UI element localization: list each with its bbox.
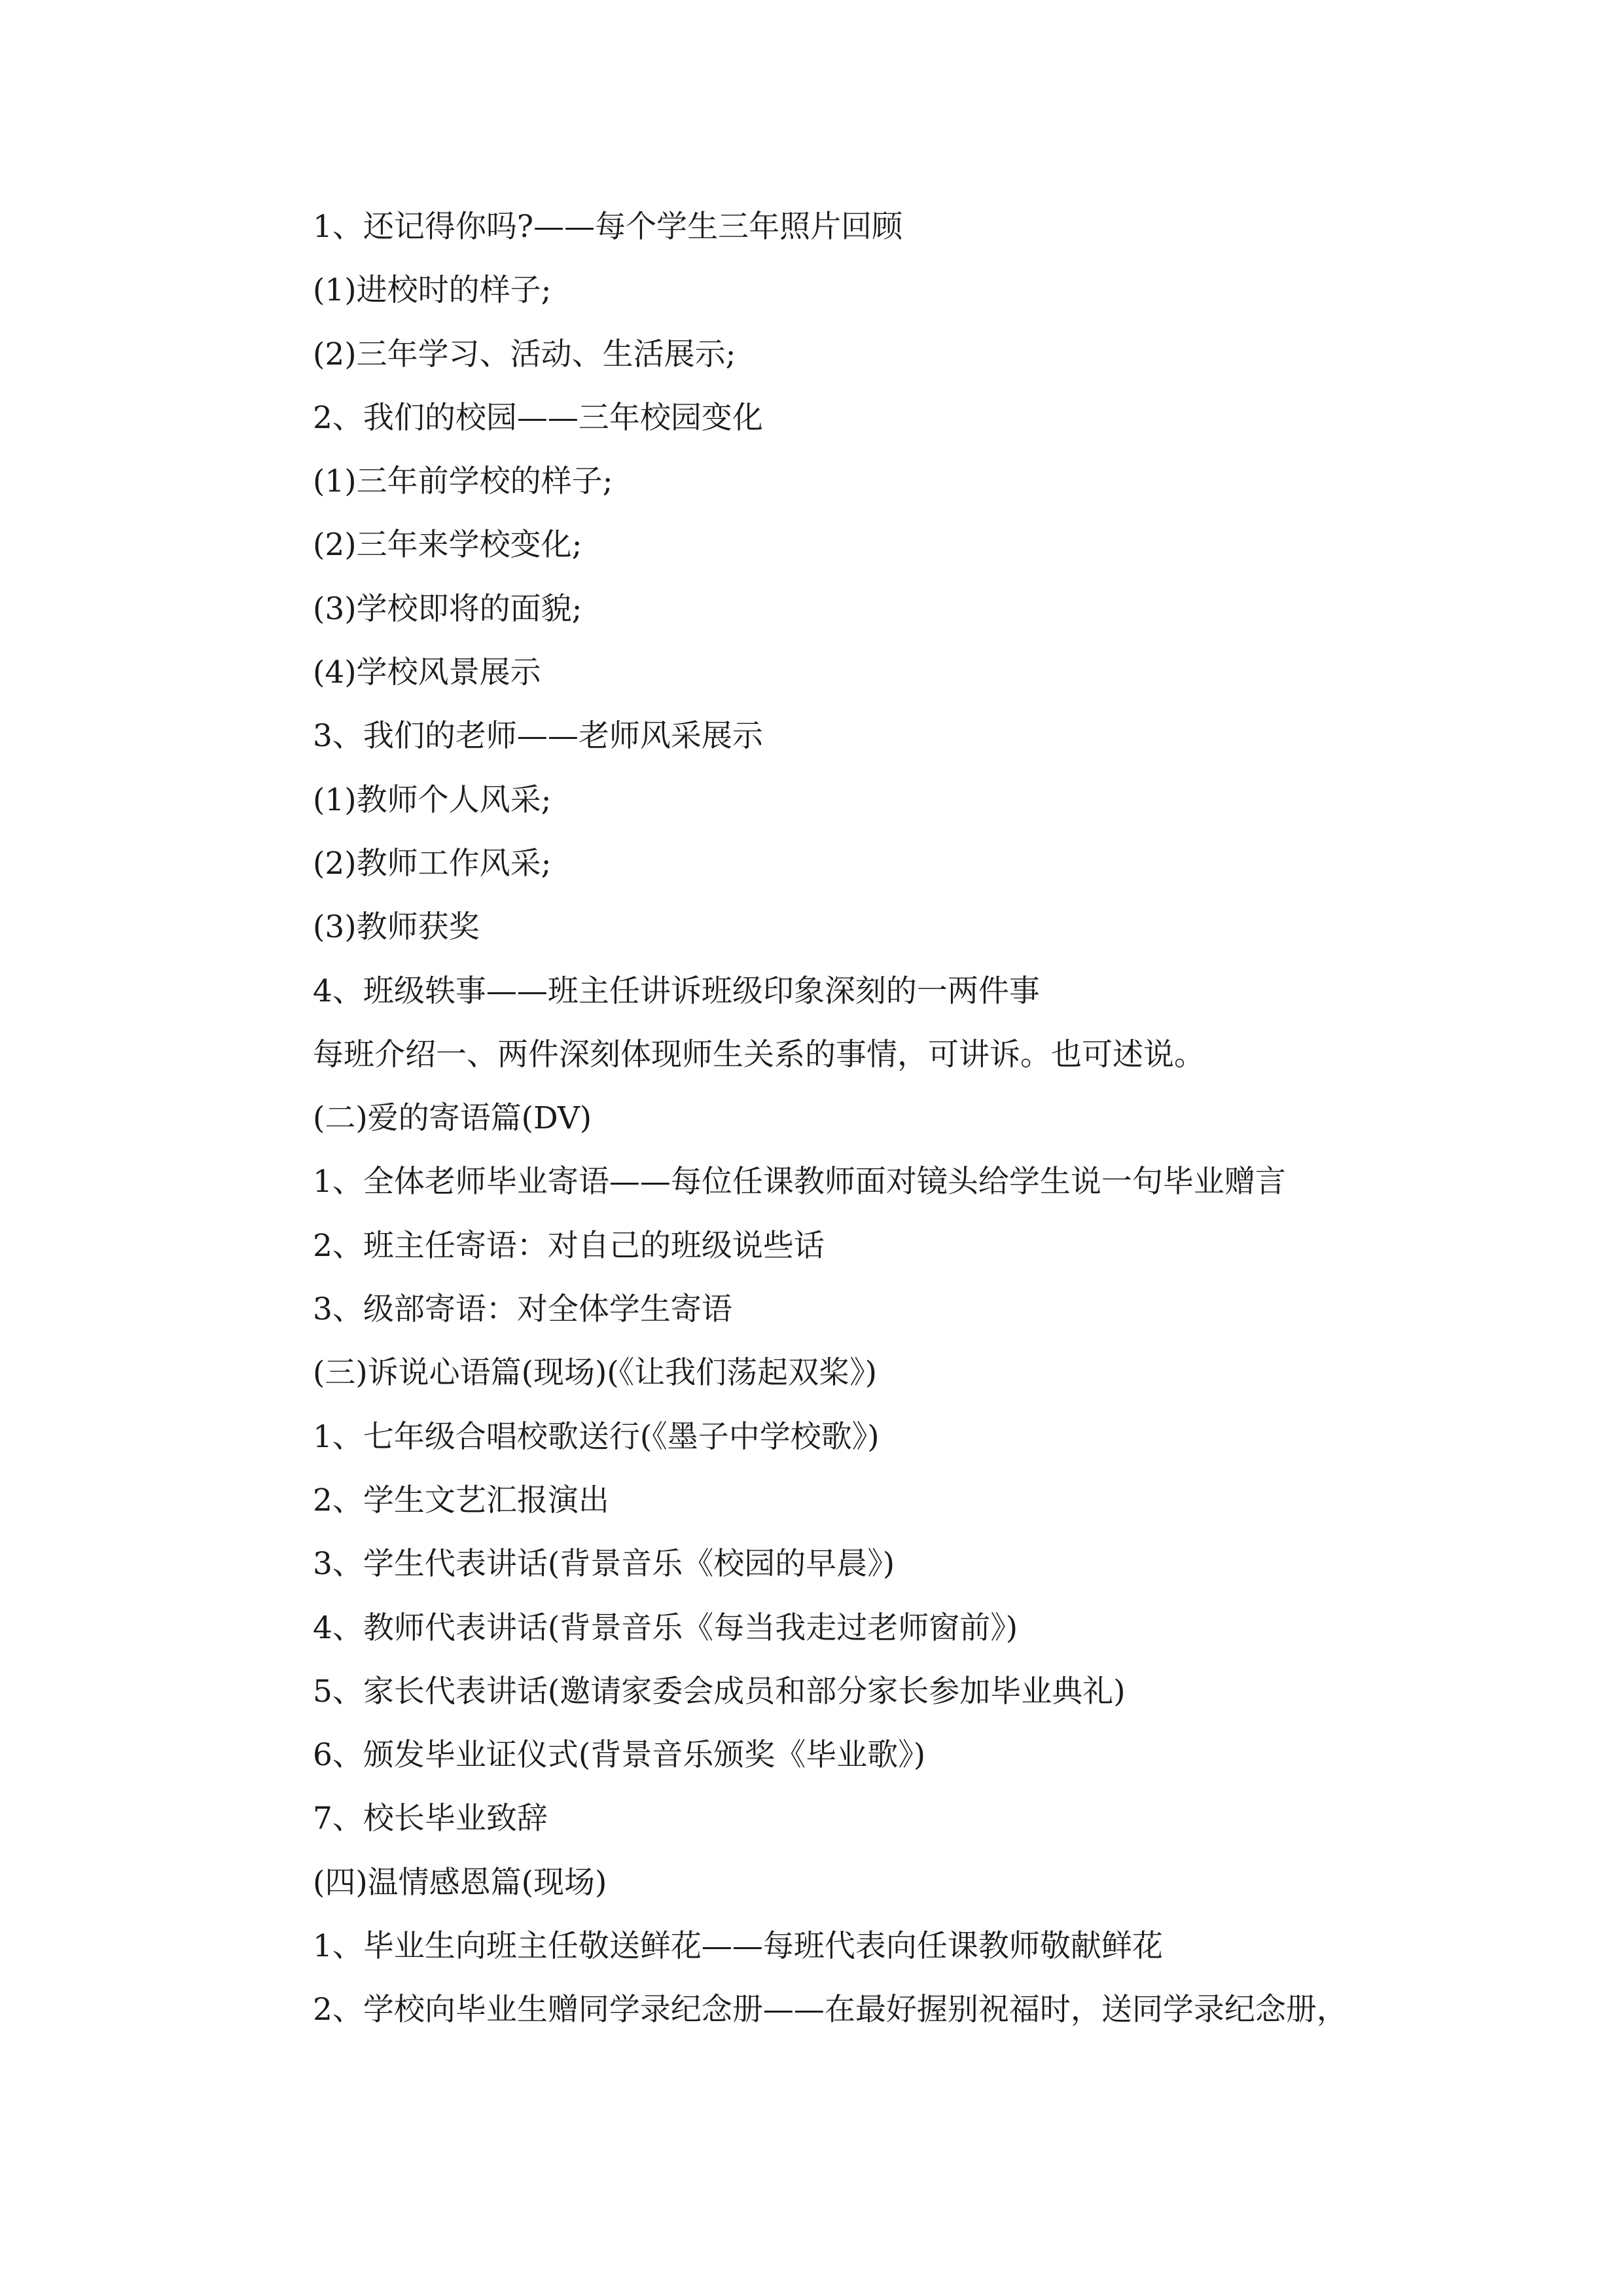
text-line: 1、七年级合唱校歌送行(《墨子中学校歌》) bbox=[313, 1418, 880, 1455]
text-line: 3、我们的老师——老师风采展示 bbox=[313, 718, 763, 755]
section-heading: (四)温情感恩篇(现场) bbox=[313, 1864, 607, 1901]
text-line: (2)三年来学校变化; bbox=[313, 527, 582, 564]
document-body bbox=[313, 203, 1465, 2050]
text-line: 2、我们的校园——三年校园变化 bbox=[313, 399, 763, 436]
section-heading: (三)诉说心语篇(现场)(《让我们荡起双桨》) bbox=[313, 1355, 878, 1391]
text-line: 1、还记得你吗?——每个学生三年照片回顾 bbox=[313, 209, 903, 245]
text-line: 2、班主任寄语：对自己的班级说些话 bbox=[313, 1227, 825, 1264]
text-line: (4)学校风景展示 bbox=[313, 655, 541, 691]
text-line: 5、家长代表讲话(邀请家委会成员和部分家长参加毕业典礼) bbox=[313, 1673, 1126, 1710]
text-line: (1)教师个人风采; bbox=[313, 781, 552, 818]
section-heading: (二)爱的寄语篇(DV) bbox=[313, 1100, 592, 1137]
text-line: 1、全体老师毕业寄语——每位任课教师面对镜头给学生说一句毕业赠言 bbox=[313, 1164, 1286, 1200]
text-line: (2)教师工作风采; bbox=[313, 845, 552, 882]
text-line: (2)三年学习、活动、生活展示; bbox=[313, 336, 736, 372]
text-line: 每班介绍一、两件深刻体现师生关系的事情，可讲诉。也可述说。 bbox=[313, 1036, 1205, 1073]
text-line: 3、级部寄语：对全体学生寄语 bbox=[313, 1291, 732, 1328]
text-line: 4、班级轶事——班主任讲诉班级印象深刻的一两件事 bbox=[313, 973, 1040, 1009]
text-line: 1、毕业生向班主任敬送鲜花——每班代表向任课教师敬献鲜花 bbox=[313, 1928, 1163, 1965]
text-line: 2、学生文艺汇报演出 bbox=[313, 1482, 609, 1518]
text-line: (3)教师获奖 bbox=[313, 909, 480, 946]
text-line: (1)三年前学校的样子; bbox=[313, 463, 613, 500]
text-line: 6、颁发毕业证仪式(背景音乐颁奖《毕业歌》) bbox=[313, 1737, 926, 1774]
text-line: 4、教师代表讲话(背景音乐《每当我走过老师窗前》) bbox=[313, 1609, 1018, 1646]
text-line: 3、学生代表讲话(背景音乐《校园的早晨》) bbox=[313, 1546, 895, 1583]
text-line: (1)进校时的样子; bbox=[313, 272, 552, 309]
text-line: 2、学校向毕业生赠同学录纪念册——在最好握别祝福时，送同学录纪念册， bbox=[313, 1992, 1347, 2028]
text-line: (3)学校即将的面貌; bbox=[313, 590, 582, 627]
text-line: 7、校长毕业致辞 bbox=[313, 1801, 548, 1837]
